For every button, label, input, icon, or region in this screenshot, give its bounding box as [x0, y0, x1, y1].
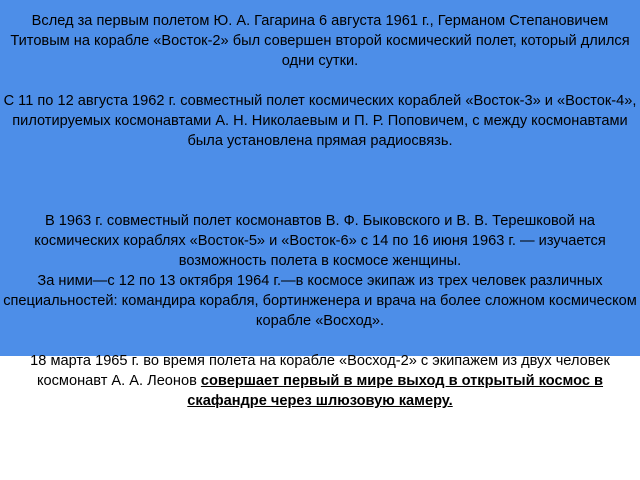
leonov-plain-text: 18 марта 1965 г. во время полета на корабле «Восход-2» с экипажем из двух человек космонавт А. А. Леонов [30, 353, 610, 389]
paragraph-vostok-5-6: В 1963 г. совместный полет космонавтов В. Ф. Быковского и В. В. Терешковой на космических кораблях «Восток-5» и «Восток-6» с 14 по 16 июня 1963 г. — изучается возможность полета в космосе женщины. [34, 213, 606, 269]
paragraph-voskhod: За ними—с 12 по 13 октября 1964 г.—в космосе экипаж из трех человек различных специальностей: командира корабля, бортинженера и врача на более сложном космическом корабле «Восход». [3, 273, 637, 329]
paragraph-spacer [2, 71, 638, 91]
paragraph-gagarin-titov: Вслед за первым полетом Ю. А. Гагарина 6 августа 1961 г., Германом Степановичем Титовым на корабле «Восток-2» был совершен второй космический полет, который длился одни сутки. [10, 13, 630, 69]
paragraph-vostok-3-4: С 11 по 12 августа 1962 г. совместный полет космических кораблей «Восток-3» и «Восток-4», пилотируемых космонавтами А. Н. Николаевым и П. Р. Поповичем, с между космонавтами была установлена прямая радиосвязь. [3, 93, 637, 149]
paragraph-leonov [2, 351, 638, 411]
paragraph-spacer [2, 331, 638, 351]
paragraph-spacer [2, 151, 638, 211]
spacewalk-emphasis: совершает первый в мире выход в открытый космос в скафандре через шлюзовую камеру. [187, 373, 604, 409]
